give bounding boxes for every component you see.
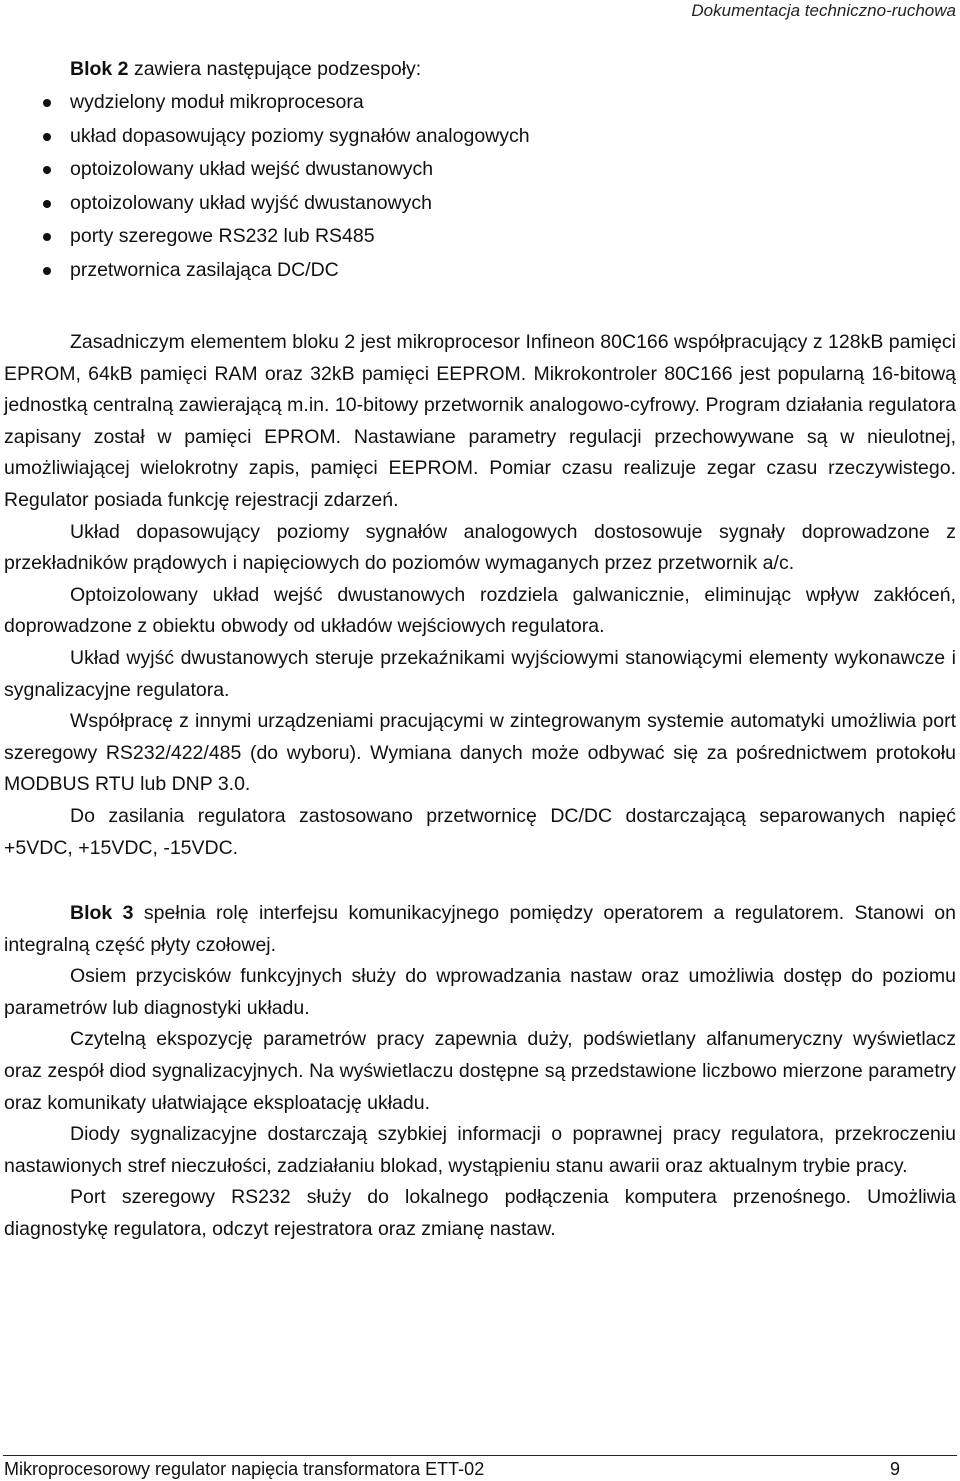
paragraph: Układ dopasowujący poziomy sygnałów analogowych dostosowuje sygnały doprowadzone z przekładników prądowych i napięciowych do poziomów wymaganych przez przetwornik a/c.	[4, 520, 956, 575]
list-item: układ dopasowujący poziomy sygnałów analogowych	[4, 120, 956, 154]
paragraph: Zasadniczym elementem bloku 2 jest mikroprocesor Infineon 80C166 współpracujący z 128kB pamięci EPROM, 64kB pamięci RAM oraz 32kB pamięci EEPROM. Mikrokontroler 80C166 jest popularną 16-bitową jednostką centralną zawierającą m.in. 10-bitowy przetwornik analogowo-cyfrowy. Program działania regulatora zapisany został w pamięci EPROM. Nastawiane parametry regulacji przechowywane są w nieulotnej, umożliwiającej wielokrotny zapis, pamięci EEPROM. Pomiar czasu realizuje zegar czasu rzeczywistego. Regulator posiada funkcję rejestracji zdarzeń.	[4, 331, 956, 511]
spacer	[4, 864, 956, 898]
paragraph: Osiem przycisków funkcyjnych służy do wprowadzania nastaw oraz umożliwia dostęp do poziomu parametrów lub diagnostyki układu.	[4, 965, 956, 1019]
running-header: Dokumentacja techniczno-ruchowa	[691, 1, 956, 20]
block2-label: Blok 2	[70, 58, 129, 80]
block2-intro	[70, 53, 956, 86]
footer-divider	[3, 1455, 957, 1456]
footer-title: Mikroprocesorowy regulator napięcia transformatora ETT-02	[4, 1459, 485, 1479]
paragraph: Do zasilania regulatora zastosowano przetwornicę DC/DC dostarczającą separowanych napięć +5VDC, +15VDC, -15VDC.	[4, 804, 956, 859]
list-item: przetwornica zasilająca DC/DC	[4, 254, 956, 288]
list-item: optoizolowany układ wyjść dwustanowych	[4, 187, 956, 221]
block2-component-list	[4, 86, 956, 287]
paragraph: Optoizolowany układ wejść dwustanowych rozdziela galwanicznie, eliminując wpływ zakłóceń, doprowadzone z obiektu obwody od układów wejściowych regulatora.	[4, 583, 956, 638]
block2-intro-text: zawiera następujące podzespoły:	[128, 58, 422, 80]
block3-intro-text: spełnia rolę interfejsu komunikacyjnego pomiędzy operatorem a regulatorem. Stanowi on integralną część płyty czołowej.	[4, 902, 956, 956]
paragraph: Diody sygnalizacyjne dostarczają szybkiej informacji o poprawnej pracy regulatora, przekroczeniu nastawionych stref nieczułości, zadziałaniu blokad, wystąpieniu stanu awarii oraz aktualnym trybie pracy.	[4, 1123, 956, 1177]
block3-label: Blok 3	[70, 902, 134, 925]
document-body	[4, 53, 956, 1246]
paragraph: Port szeregowy RS232 służy do lokalnego podłączenia komputera przenośnego. Umożliwia diagnostykę regulatora, odczyt rejestratora oraz zmianę nastaw.	[4, 1186, 956, 1241]
block3-intro	[4, 898, 956, 961]
spacer	[4, 287, 956, 327]
list-item: wydzielony moduł mikroprocesora	[4, 86, 956, 120]
list-item: porty szeregowe RS232 lub RS485	[4, 220, 956, 254]
paragraph: Współpracę z innymi urządzeniami pracującymi w zintegrowanym systemie automatyki umożliwia port szeregowy RS232/422/485 (do wyboru). Wymiana danych może odbywać się za pośrednictwem protokołu MODBUS RTU lub DNP 3.0.	[4, 710, 956, 796]
page-number: 9	[889, 1459, 900, 1479]
list-item: optoizolowany układ wejść dwustanowych	[4, 153, 956, 187]
paragraph: Układ wyjść dwustanowych steruje przekaźnikami wyjściowymi stanowiącymi elementy wykonawcze i sygnalizacyjne regulatora.	[4, 646, 956, 701]
paragraph: Czytelną ekspozycję parametrów pracy zapewnia duży, podświetlany alfanumeryczny wyświetlacz oraz zespół diod sygnalizacyjnych. Na wyświetlaczu dostępne są przedstawione liczbowo mierzone parametry oraz komunikaty ułatwiające eksploatację układu.	[4, 1028, 956, 1114]
